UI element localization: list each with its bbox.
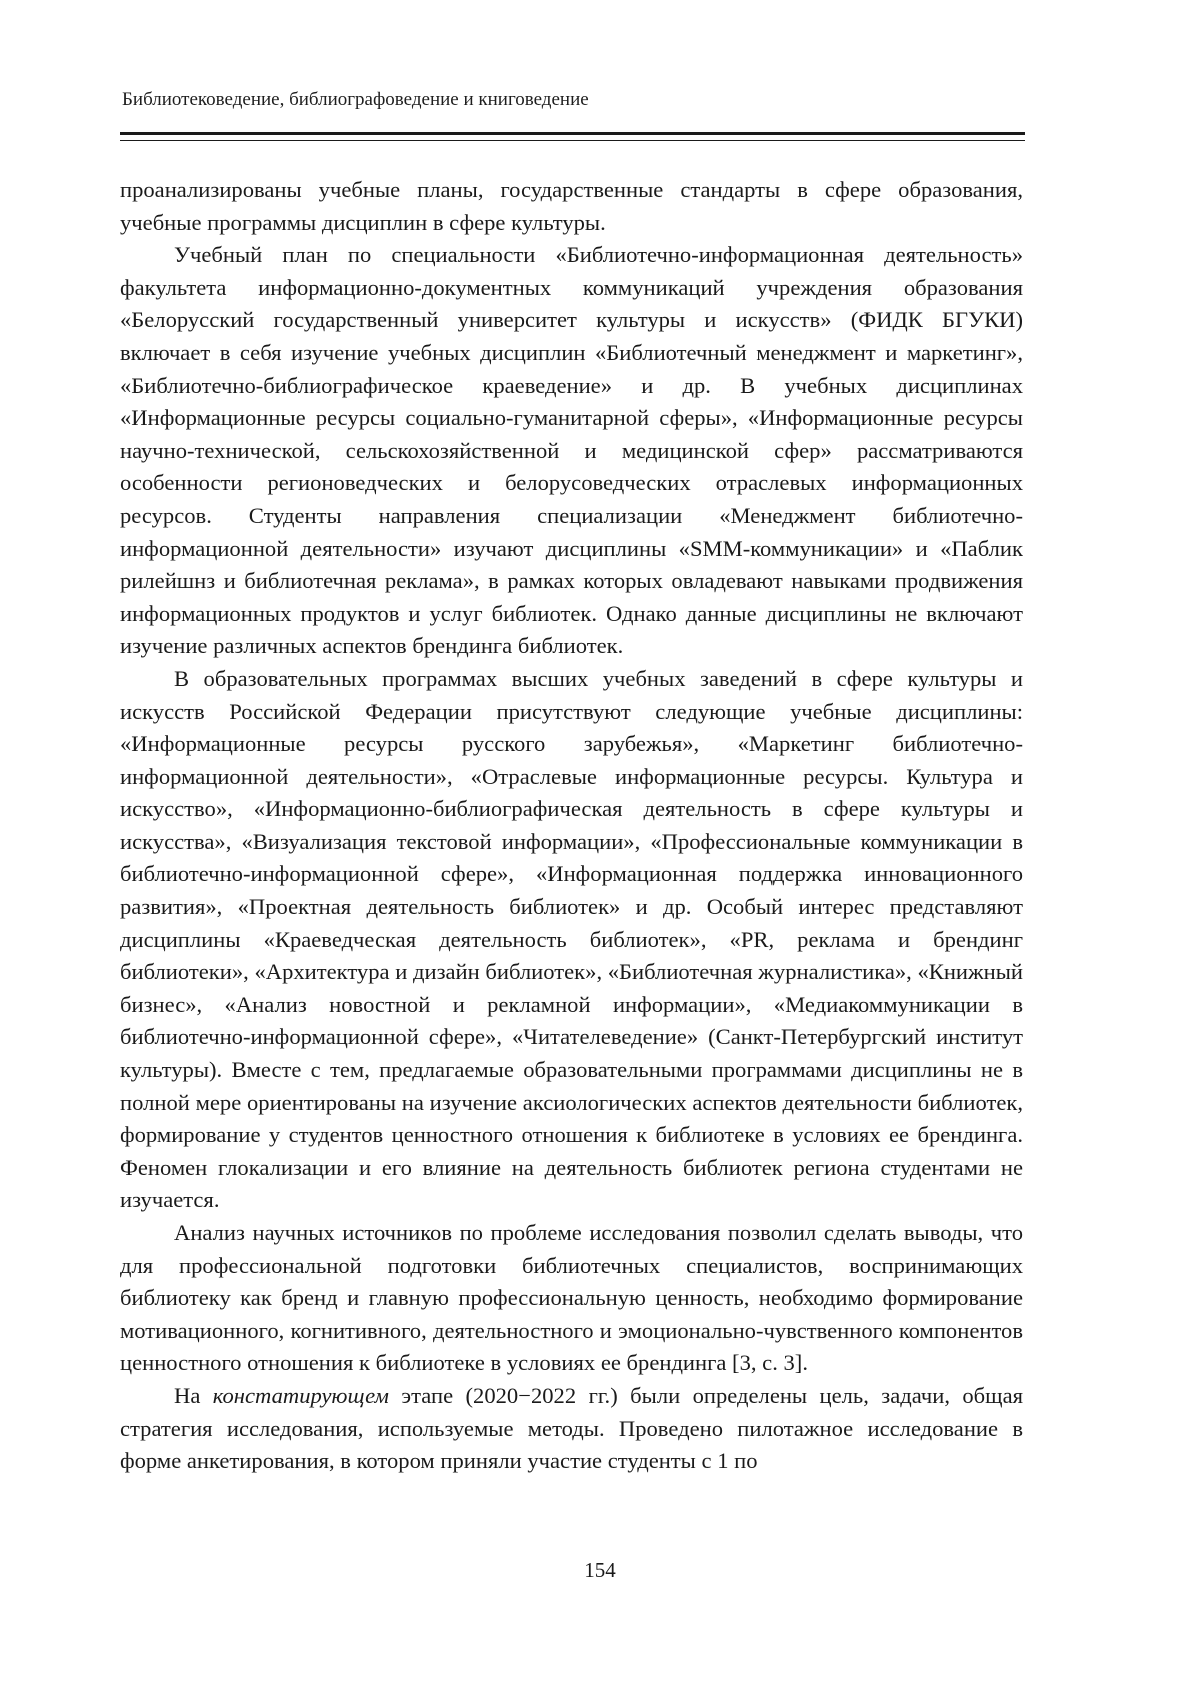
page-number: 154 [584, 1558, 616, 1582]
header-double-rule [120, 132, 1025, 141]
paragraph-remainder: этапе (2020−2022 гг.) были определены цель, задачи, общая стратегия исследования, используемые методы. Проведено пилотажное исследование в форме анкетирования, в котором приняли участие студенты с 1 по [120, 1382, 1023, 1474]
running-header: Библиотековедение, библиографоведение и книговедение [122, 89, 589, 110]
page-content [120, 88, 1023, 1478]
italic-term: констатирующем [212, 1382, 389, 1408]
paragraph-curriculum-bguki: Учебный план по специальности «Библиотечно-информационная деятельность» факультета информационно-документных коммуникаций учреждения образования «Белорусский государственный университет культуры и искусств» (ФИДК БГУКИ) включает в себя изучение учебных дисциплин «Библиотечный менеджмент и маркетинг», «Библиотечно-библиографическое краеведение» и др. В учебных дисциплинах «Информационные ресурсы социально-гуманитарной сферы», «Информационные ресурсы научно-технической, сельскохозяйственной и медицинской сфер» рассматриваются особенности регионоведческих и белорусоведческих отраслевых информационных ресурсов. Студенты направления специализации «Менеджмент библиотечно-информационной деятельности» изучают дисциплины «SMM-коммуникации» и «Паблик рилейшнз и библиотечная реклама», в рамках которых овладевают навыками продвижения информационных продуктов и услуг библиотек. Однако данные дисциплины не включают изучение различных аспектов брендинга библиотек. [120, 242, 1023, 659]
paragraph-analysis-conclusions: Анализ научных источников по проблеме исследования позволил сделать выводы, что для профессиональной подготовки библиотечных специалистов, воспринимающих библиотеку как бренд и главную профессиональную ценность, необходимо формирование мотивационного, когнитивного, деятельностного и эмоционально-чувственного компонентов ценностного отношения к библиотеке в условиях ее брендинга [3, с. 3]. [120, 1220, 1023, 1376]
paragraph-continuation: проанализированы учебные планы, государственные стандарты в сфере образования, учебные программы дисциплин в сфере культуры. [120, 177, 1023, 235]
paragraph-ascertaining-stage [120, 1380, 1023, 1478]
paragraph-russian-programs: В образовательных программах высших учебных заведений в сфере культуры и искусств Российской Федерации присутствуют следующие учебные дисциплины: «Информационные ресурсы русского зарубежья», «Маркетинг библиотечно-информационной деятельности», «Отраслевые информационные ресурсы. Культура и искусство», «Информационно-библиографическая деятельность в сфере культуры и искусства», «Визуализация текстовой информации», «Профессиональные коммуникации в библиотечно-информационной сфере», «Информационная поддержка инновационного развития», «Проектная деятельность библиотек» и др. Особый интерес представляют дисциплины «Краеведческая деятельность библиотек», «PR, реклама и брендинг библиотеки», «Архитектура и дизайн библиотек», «Библиотечная журналистика», «Книжный бизнес», «Анализ новостной и рекламной информации», «Медиакоммуникации в библиотечно-информационной сфере», «Читателеведение» (Санкт-Петербургский институт культуры). Вместе с тем, предлагаемые образовательными программами дисциплины не в полной мере ориентированы на изучение аксиологических аспектов деятельности библиотек, формирование у студентов ценностного отношения к библиотеке в условиях ее брендинга. Феномен глокализации и его влияние на деятельность библиотек региона студентами не изучается. [120, 665, 1023, 1213]
article-body [120, 174, 1023, 1478]
paragraph-lead: На [174, 1382, 213, 1408]
